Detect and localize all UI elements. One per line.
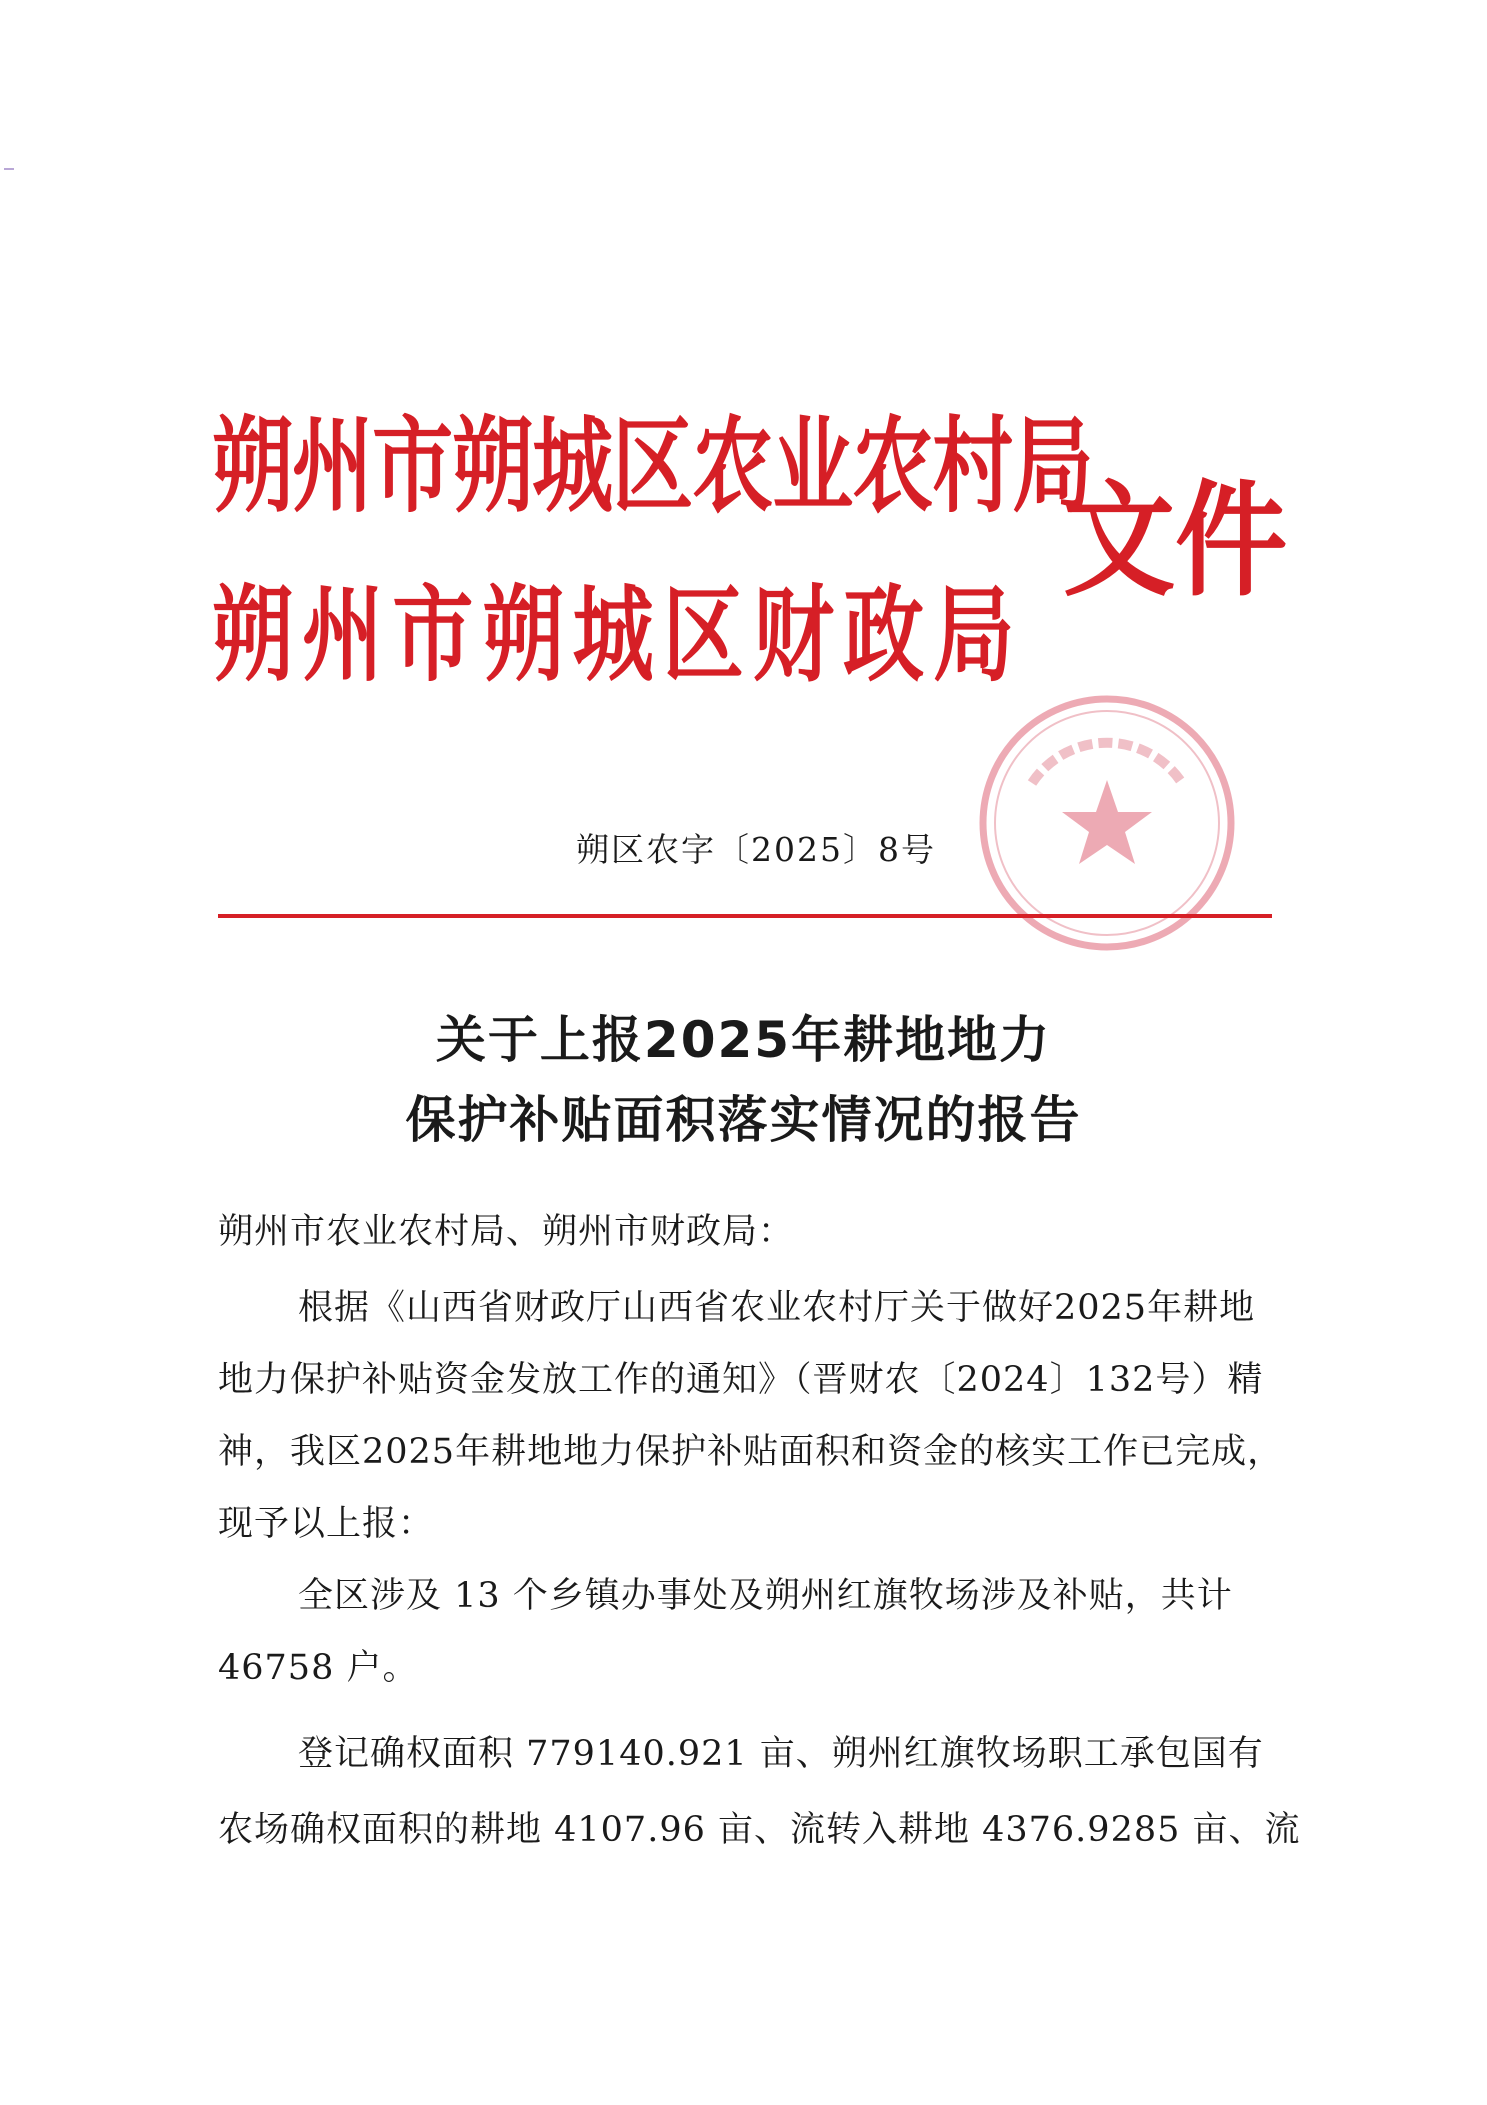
red-separator-line <box>218 914 1272 918</box>
paragraph-1-line-4: 现予以上报： <box>218 1504 435 1544</box>
report-title-line-1: 关于上报2025年耕地地力 <box>435 1011 1052 1069</box>
letterhead-finance-bureau: 朔州市朔城区财政局 <box>212 573 1024 696</box>
scan-margin-mark <box>4 168 14 170</box>
letterhead-document-suffix: 文件 <box>1063 466 1288 613</box>
paragraph-1-line-1: 根据《山西省财政厅山西省农业农村厅关于做好2025年耕地 <box>298 1288 1256 1328</box>
report-title-line-2: 保护补贴面积落实情况的报告 <box>405 1091 1082 1149</box>
salutation: 朔州市农业农村局、朔州市财政局： <box>218 1212 795 1252</box>
paragraph-2-line-2: 46758 户。 <box>218 1648 419 1688</box>
seal-star-icon <box>1062 780 1152 864</box>
paragraph-2-line-1: 全区涉及 13 个乡镇办事处及朔州红旗牧场涉及补贴，共计 <box>298 1576 1233 1616</box>
paragraph-3-line-2: 农场确权面积的耕地 4107.96 亩、流转入耕地 4376.9285 亩、流 <box>218 1810 1301 1850</box>
paragraph-1-line-2: 地力保护补贴资金发放工作的通知》（晋财农〔2024〕132号）精 <box>218 1360 1264 1400</box>
letterhead-agriculture-bureau: 朔州市朔城区农业农村局 <box>212 404 1093 527</box>
paragraph-1-line-3: 神，我区2025年耕地地力保护补贴面积和资金的核实工作已完成， <box>218 1432 1284 1472</box>
document-number: 朔区农字〔2025〕8号 <box>576 830 936 869</box>
paragraph-3-line-1: 登记确权面积 779140.921 亩、朔州红旗牧场职工承包国有 <box>298 1734 1264 1774</box>
